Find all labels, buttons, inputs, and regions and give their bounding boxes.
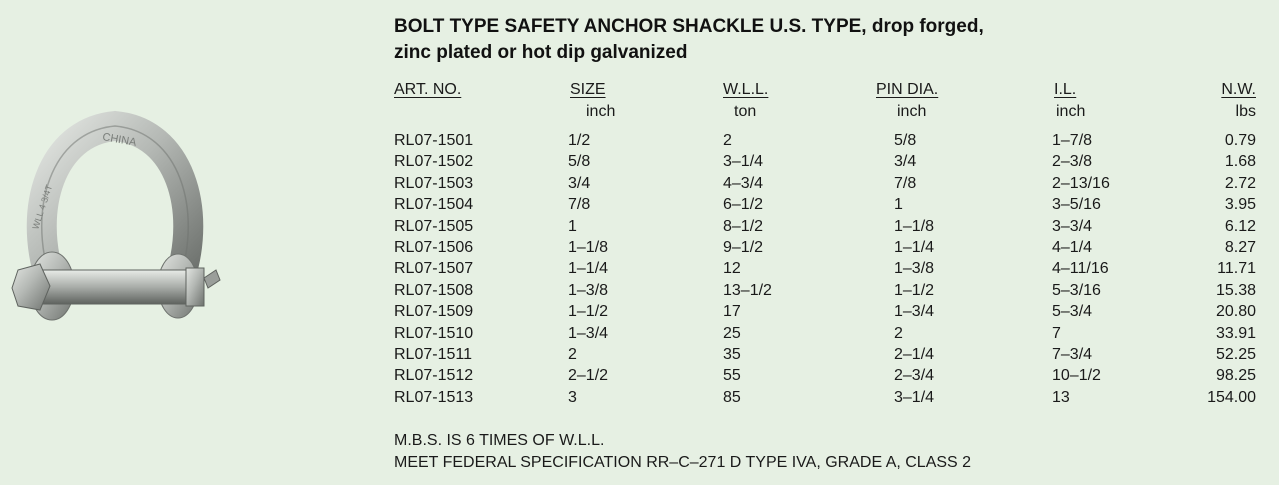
cell-size: 5/8 xyxy=(568,153,591,171)
cell-wll: 4–3/4 xyxy=(723,174,764,192)
header-row xyxy=(394,80,1256,102)
header-il: I.L. xyxy=(1054,81,1077,98)
cell-wll: 6–1/2 xyxy=(723,196,764,214)
cell-size: 2–1/2 xyxy=(568,367,609,385)
header-pin-dia: PIN DIA. xyxy=(876,81,939,98)
cell-il: 10–1/2 xyxy=(1052,367,1101,385)
table-row xyxy=(394,258,1256,279)
stamp-text-wll: WLL 4 3/4T xyxy=(30,183,55,231)
cell-nw: 15.38 xyxy=(1215,281,1256,299)
page-title xyxy=(394,14,984,66)
cell-art-no: RL07-1507 xyxy=(394,260,474,278)
cell-wll: 25 xyxy=(723,324,741,342)
cell-il: 4–1/4 xyxy=(1052,238,1093,256)
cell-art-no: RL07-1503 xyxy=(394,174,474,192)
cell-il: 5–3/4 xyxy=(1052,303,1093,321)
table-row xyxy=(394,237,1256,258)
cell-il: 13 xyxy=(1052,388,1070,406)
unit-size: inch xyxy=(586,103,616,120)
cell-pin-dia: 5/8 xyxy=(894,132,917,149)
stamp-text-china: CHINA xyxy=(101,131,138,149)
unit-nw: lbs xyxy=(1235,103,1256,120)
header-nw: N.W. xyxy=(1221,81,1256,98)
cell-il: 3–5/16 xyxy=(1052,196,1101,214)
cell-art-no: RL07-1504 xyxy=(394,196,474,214)
spec-table xyxy=(394,80,1256,408)
table-body xyxy=(394,130,1256,408)
cell-size: 1–1/8 xyxy=(568,238,609,256)
cell-art-no: RL07-1509 xyxy=(394,303,474,321)
unit-row xyxy=(394,102,1256,122)
cell-art-no: RL07-1506 xyxy=(394,238,474,256)
table-row xyxy=(394,323,1256,344)
cell-art-no: RL07-1510 xyxy=(394,324,474,342)
cell-pin-dia: 1–3/4 xyxy=(894,303,935,321)
cell-pin-dia: 1–1/4 xyxy=(894,238,935,256)
table-row xyxy=(394,280,1256,301)
cell-size: 1–3/8 xyxy=(568,281,609,299)
table-row xyxy=(394,365,1256,386)
cell-art-no: RL07-1501 xyxy=(394,132,474,149)
cell-wll: 17 xyxy=(723,303,741,321)
cell-wll: 2 xyxy=(723,132,732,149)
unit-wll: ton xyxy=(734,103,757,120)
cell-nw: 11.71 xyxy=(1217,260,1256,278)
cell-art-no: RL07-1505 xyxy=(394,217,474,235)
cell-nw: 3.95 xyxy=(1224,196,1256,214)
unit-il: inch xyxy=(1056,103,1086,120)
cell-art-no: RL07-1502 xyxy=(394,153,474,171)
cell-nw: 98.25 xyxy=(1215,367,1256,385)
cell-wll: 12 xyxy=(723,260,741,278)
title-line-1: BOLT TYPE SAFETY ANCHOR SHACKLE U.S. TYPE, drop forged, xyxy=(394,16,984,37)
header-size: SIZE xyxy=(570,81,606,98)
cell-il: 2–13/16 xyxy=(1052,174,1110,192)
cell-pin-dia: 2–3/4 xyxy=(894,367,935,385)
header-art-no: ART. NO. xyxy=(394,81,462,98)
cell-pin-dia: 7/8 xyxy=(894,174,917,192)
cell-il: 3–3/4 xyxy=(1052,217,1093,235)
cell-nw: 1.68 xyxy=(1224,153,1256,171)
cell-wll: 35 xyxy=(723,345,741,363)
title-line-2: zinc plated or hot dip galvanized xyxy=(394,42,688,63)
cell-art-no: RL07-1512 xyxy=(394,367,474,385)
cell-il: 5–3/16 xyxy=(1052,281,1101,299)
table-row xyxy=(394,173,1256,194)
cell-nw: 6.12 xyxy=(1224,217,1256,235)
cell-art-no: RL07-1513 xyxy=(394,388,474,406)
cell-pin-dia: 2 xyxy=(894,324,903,342)
cell-size: 3/4 xyxy=(568,174,591,192)
table-row xyxy=(394,216,1256,237)
cell-nw: 154.00 xyxy=(1207,388,1256,406)
cell-pin-dia: 3/4 xyxy=(894,153,917,171)
cell-pin-dia: 3–1/4 xyxy=(894,388,935,406)
table-row xyxy=(394,130,1256,151)
cell-wll: 8–1/2 xyxy=(723,217,764,235)
cell-size: 1/2 xyxy=(568,132,591,149)
cell-size: 7/8 xyxy=(568,196,591,214)
cell-wll: 55 xyxy=(723,367,741,385)
table-row xyxy=(394,194,1256,215)
cell-il: 2–3/8 xyxy=(1052,153,1093,171)
cell-size: 1 xyxy=(568,217,577,235)
cell-pin-dia: 1–1/8 xyxy=(894,217,935,235)
table-row xyxy=(394,301,1256,322)
cell-size: 2 xyxy=(568,345,577,363)
table-row xyxy=(394,387,1256,408)
cell-art-no: RL07-1511 xyxy=(394,345,472,363)
cell-wll: 3–1/4 xyxy=(723,153,764,171)
table-row xyxy=(394,151,1256,172)
cell-pin-dia: 1 xyxy=(894,196,903,214)
cell-wll: 9–1/2 xyxy=(723,238,764,256)
cell-pin-dia: 2–1/4 xyxy=(894,345,935,363)
cell-size: 3 xyxy=(568,388,577,406)
unit-pin-dia: inch xyxy=(897,103,927,120)
table-row xyxy=(394,344,1256,365)
cell-pin-dia: 1–1/2 xyxy=(894,281,935,299)
cell-size: 1–1/2 xyxy=(568,303,609,321)
cell-wll: 13–1/2 xyxy=(723,281,772,299)
cell-il: 7–3/4 xyxy=(1052,345,1093,363)
header-wll: W.L.L. xyxy=(723,81,769,98)
note-mbs: M.B.S. IS 6 TIMES OF W.L.L. xyxy=(394,432,605,449)
cell-pin-dia: 1–3/8 xyxy=(894,260,935,278)
cell-size: 1–1/4 xyxy=(568,260,609,278)
note-specification: MEET FEDERAL SPECIFICATION RR–C–271 D TYPE IVA, GRADE A, CLASS 2 xyxy=(394,454,972,471)
cell-il: 1–7/8 xyxy=(1052,132,1093,149)
cell-size: 1–3/4 xyxy=(568,324,609,342)
cell-nw: 8.27 xyxy=(1224,238,1256,256)
shackle-icon xyxy=(10,110,240,370)
cell-nw: 33.91 xyxy=(1215,324,1256,342)
cell-il: 7 xyxy=(1052,324,1061,342)
cell-nw: 2.72 xyxy=(1224,174,1256,192)
cell-art-no: RL07-1508 xyxy=(394,281,474,299)
cell-nw: 20.80 xyxy=(1215,303,1256,321)
cell-nw: 52.25 xyxy=(1215,345,1256,363)
notes xyxy=(394,430,971,474)
cell-nw: 0.79 xyxy=(1224,132,1256,149)
cell-wll: 85 xyxy=(723,388,741,406)
cell-il: 4–11/16 xyxy=(1052,260,1109,278)
